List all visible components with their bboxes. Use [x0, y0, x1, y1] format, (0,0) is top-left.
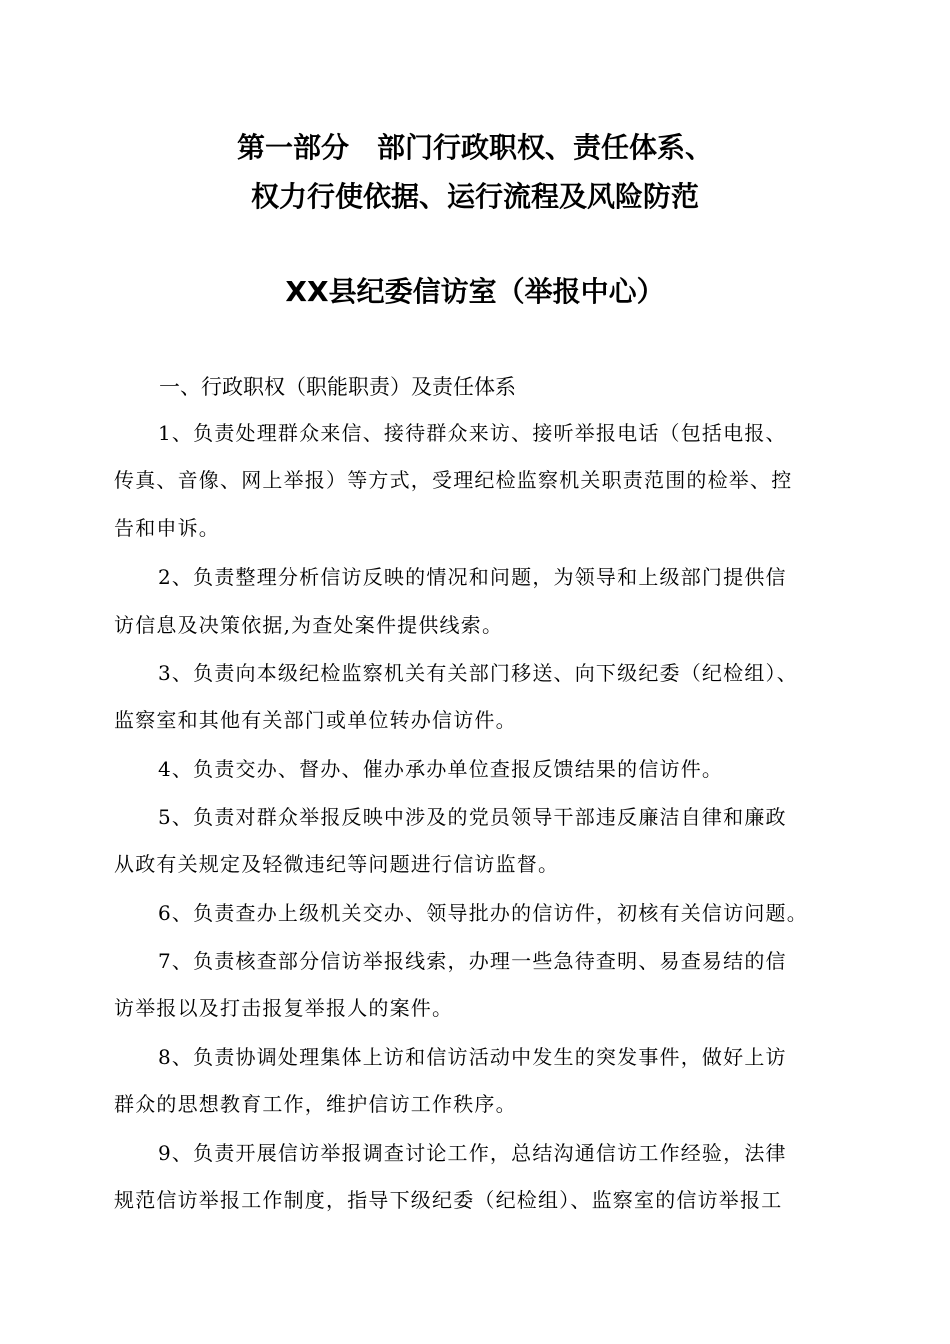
- body-line-item-7: 7、负责核查部分信访举报线索，办理一些急待查明、易查易结的信: [158, 949, 787, 973]
- body-line-item-5: 5、负责对群众举报反映中涉及的党员领导干部违反廉洁自律和廉政: [158, 805, 787, 829]
- body-line-item-2-cont: 访信息及决策依据,为查处案件提供线索。: [114, 613, 504, 637]
- document-subtitle: XX县纪委信访室（举报中心）: [285, 275, 665, 308]
- body-line-item-1: 1、负责处理群众来信、接待群众来访、接听举报电话（包括电报、: [158, 421, 787, 445]
- section-heading: 一、行政职权（职能职责）及责任体系: [159, 375, 516, 399]
- body-line-item-4: 4、负责交办、督办、催办承办单位查报反馈结果的信访件。: [158, 757, 724, 781]
- body-line-item-6: 6、负责查办上级机关交办、领导批办的信访件，初核有关信访问题。: [158, 901, 808, 925]
- body-line-item-2: 2、负责整理分析信访反映的情况和问题，为领导和上级部门提供信: [158, 565, 787, 589]
- body-line-item-1-cont-2: 告和申诉。: [114, 516, 220, 540]
- body-line-item-7-cont: 访举报以及打击报复举报人的案件。: [114, 996, 454, 1020]
- body-line-item-8: 8、负责协调处理集体上访和信访活动中发生的突发事件，做好上访: [158, 1045, 787, 1069]
- body-line-item-8-cont: 群众的思想教育工作，维护信访工作秩序。: [114, 1092, 517, 1116]
- body-line-item-3: 3、负责向本级纪检监察机关有关部门移送、向下级纪委（纪检组）、: [158, 661, 798, 685]
- body-line-item-9: 9、负责开展信访举报调查讨论工作，总结沟通信访工作经验，法律: [158, 1141, 787, 1165]
- body-line-item-3-cont: 监察室和其他有关部门或单位转办信访件。: [114, 708, 517, 732]
- document-title-line-1: 第一部分 部门行政职权、责任体系、: [236, 131, 713, 164]
- document-title-line-2: 权力行使依据、运行流程及风险防范: [250, 180, 699, 213]
- body-line-item-9-cont: 规范信访举报工作制度，指导下级纪委（纪检组）、监察室的信访举报工: [114, 1188, 783, 1212]
- body-line-item-1-cont-1: 传真、音像、网上举报）等方式，受理纪检监察机关职责范围的检举、控: [114, 468, 793, 492]
- body-line-item-5-cont: 从政有关规定及轻微违纪等问题进行信访监督。: [114, 852, 560, 876]
